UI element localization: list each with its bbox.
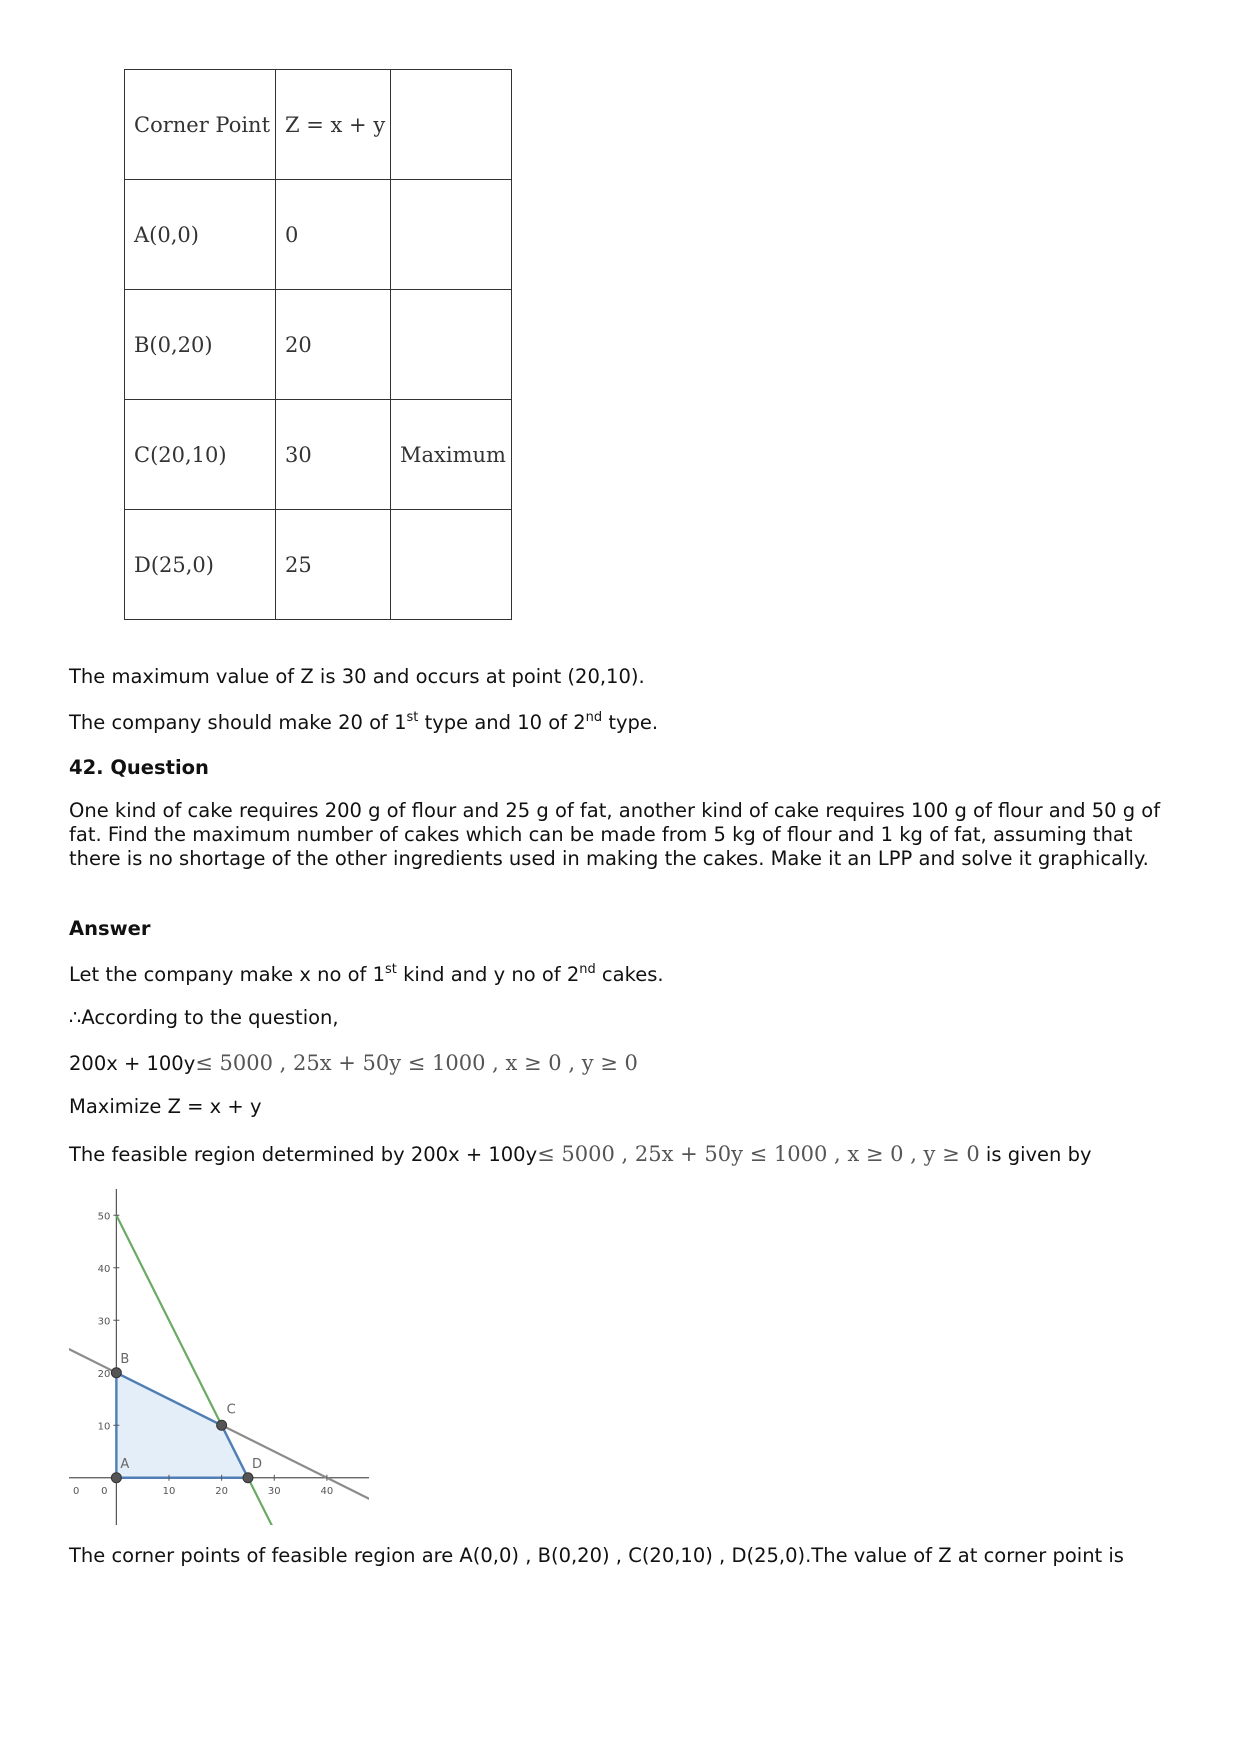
x-tick-label: 10 [162, 1485, 176, 1497]
table-cell: D(25,0) [125, 510, 276, 620]
corner-points-line: The corner points of feasible region are A(0,0) , B(0,20) , C(20,10) , D(25,0).The value of Z at corner point is [69, 1544, 1124, 1567]
corner-point-label: B [120, 1351, 130, 1367]
according-line: ∴According to the question, [69, 1006, 339, 1029]
company-text-a: The company should make 20 of 1 [69, 711, 407, 734]
table-row [125, 180, 512, 290]
let-text-a: Let the company make x no of 1 [69, 963, 385, 986]
x-tick-label: 0 [101, 1485, 108, 1497]
company-line [69, 711, 658, 735]
feasible-region-graph [69, 1189, 369, 1525]
corner-point-table [124, 69, 512, 620]
table-cell [391, 510, 512, 620]
corner-point-label: C [226, 1402, 236, 1418]
max-value-line: The maximum value of Z is 30 and occurs at point (20,10). [69, 665, 645, 688]
corner-point-marker [111, 1368, 121, 1378]
table-cell: A(0,0) [125, 180, 276, 290]
let-line [69, 963, 664, 987]
corner-point-marker [243, 1473, 253, 1483]
table-cell: C(20,10) [125, 400, 276, 510]
table-cell: 20 [276, 290, 391, 400]
company-text-b: type and 10 of 2 [418, 711, 586, 734]
constraint-line [69, 1051, 638, 1076]
table-cell: B(0,20) [125, 290, 276, 400]
table-header-cell: Corner Point [125, 70, 276, 180]
table-cell: Maximum [391, 400, 512, 510]
x-origin-label: 0 [73, 1485, 80, 1497]
corner-point-marker [217, 1420, 227, 1430]
corner-point-marker [111, 1473, 121, 1483]
company-text-c: type. [602, 711, 659, 734]
y-tick-label: 10 [97, 1421, 111, 1433]
y-tick-label: 40 [97, 1263, 111, 1275]
feasible-region [116, 1373, 248, 1478]
maximize-line: Maximize Z = x + y [69, 1095, 262, 1118]
x-tick-label: 20 [215, 1485, 228, 1497]
feasible-suffix: is given by [979, 1143, 1092, 1166]
table-cell: 0 [276, 180, 391, 290]
answer-heading: Answer [69, 917, 151, 940]
table-header-cell: Z = x + y [276, 70, 391, 180]
table-cell: 25 [276, 510, 391, 620]
table-row [125, 400, 512, 510]
table-cell [391, 290, 512, 400]
let-text-b: kind and y no of 2 [396, 963, 580, 986]
constraint-math: ≤ 5000 , 25x + 50y ≤ 1000 , x ≥ 0 , y ≥ 0 [195, 1051, 638, 1075]
superscript: nd [585, 710, 603, 725]
y-tick-label: 30 [97, 1316, 111, 1328]
superscript: nd [579, 962, 596, 977]
superscript: st [406, 710, 419, 725]
table-row [125, 510, 512, 620]
table-cell [391, 180, 512, 290]
table-cell: 30 [276, 400, 391, 510]
feasible-line [69, 1142, 1092, 1167]
constraint-prefix: 200x + 100y [69, 1052, 196, 1075]
table-header-row [125, 70, 512, 180]
corner-point-label: A [120, 1456, 130, 1472]
x-tick-label: 30 [267, 1485, 281, 1497]
x-tick-label: 40 [320, 1485, 334, 1497]
feasible-prefix: The feasible region determined by 200x + 100y [69, 1143, 538, 1166]
superscript: st [385, 962, 397, 977]
question-body: One kind of cake requires 200 g of flour and 25 g of fat, another kind of cake requires 100 g of flour and 50 g of fat. Find the maximum number of cakes which can be made from 5 kg of flour and 1 kg of fat, assuming that there is no shortage of the other ingredients used in making the cakes. Make it an LPP and solve it graphically. [69, 799, 1161, 870]
table-row [125, 290, 512, 400]
y-tick-label: 20 [97, 1368, 111, 1380]
question-heading: 42. Question [69, 756, 209, 779]
y-tick-label: 50 [97, 1211, 111, 1223]
table-header-cell [391, 70, 512, 180]
corner-point-label: D [251, 1456, 262, 1472]
let-text-c: cakes. [595, 963, 664, 986]
feasible-math: ≤ 5000 , 25x + 50y ≤ 1000 , x ≥ 0 , y ≥ 0 [537, 1142, 980, 1166]
